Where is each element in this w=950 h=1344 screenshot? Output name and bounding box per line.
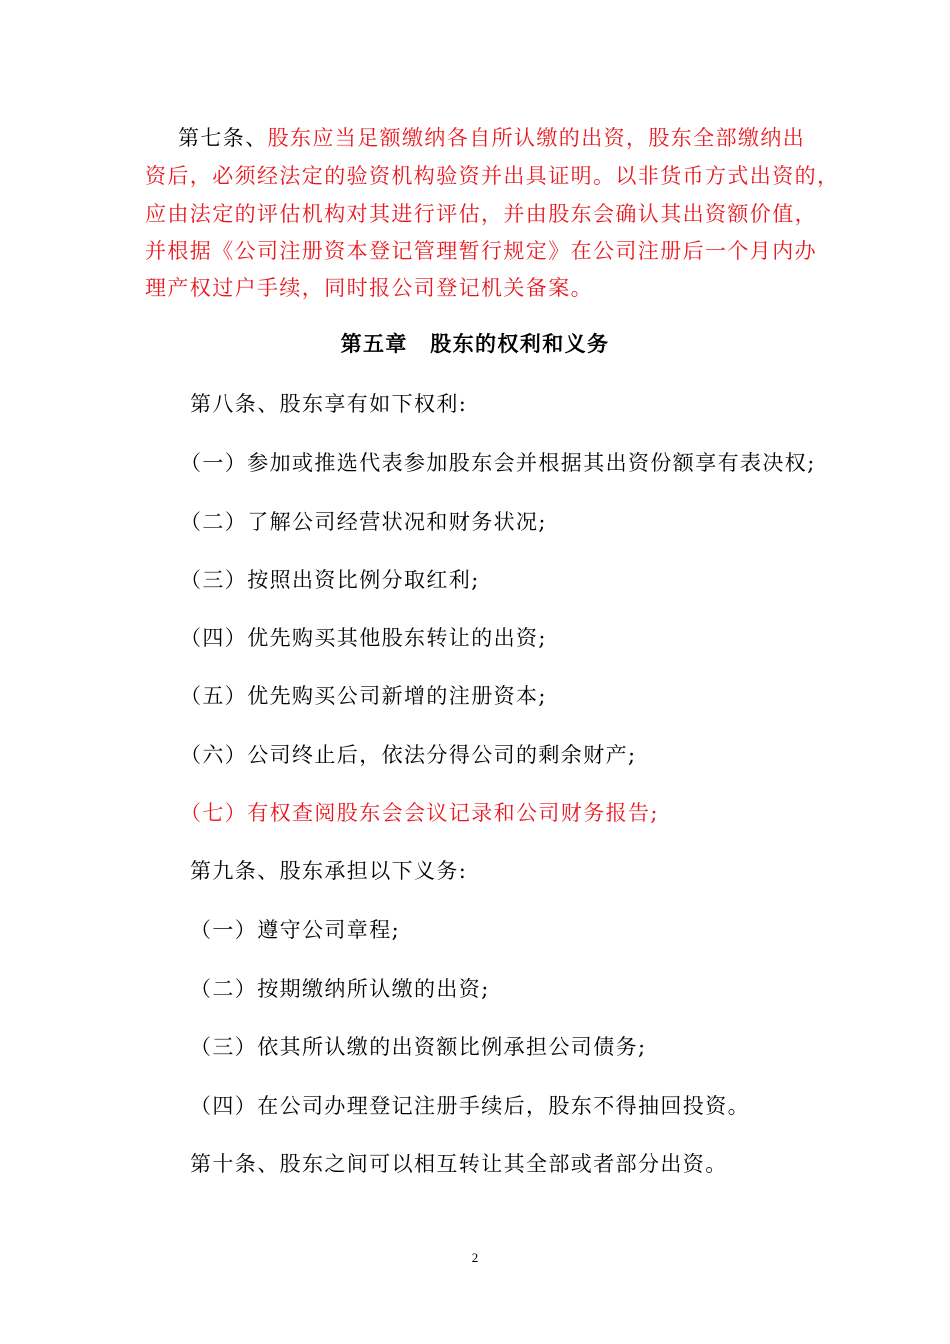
- article-8-item-4: （四）优先购买其他股东转让的出资;: [180, 626, 547, 650]
- article-8-item-2: （二）了解公司经营状况和财务状况;: [180, 510, 547, 534]
- article-9-item-2: （二）按期缴纳所认缴的出资;: [190, 977, 490, 1001]
- article-8-item-1: （一）参加或推选代表参加股东会并根据其出资份额享有表决权;: [180, 451, 816, 475]
- article-8-item-6: （六）公司终止后，依法分得公司的剩余财产;: [180, 743, 637, 767]
- article-8-intro: 第八条、股东享有如下权利:: [190, 392, 468, 416]
- article-9-item-1: （一）遵守公司章程;: [190, 918, 401, 942]
- article-8-item-5: （五）优先购买公司新增的注册资本;: [180, 684, 547, 708]
- article-8-item-3: （三）按照出资比例分取红利;: [180, 568, 480, 592]
- article-7-line-4: 并根据《公司注册资本登记管理暂行规定》在公司注册后一个月内办: [145, 239, 817, 263]
- article-7-line-1: [178, 124, 805, 152]
- article-7-prefix: 第七条、: [178, 126, 268, 150]
- chapter-heading: 第五章 股东的权利和义务: [340, 331, 610, 356]
- article-9-intro: 第九条、股东承担以下义务:: [190, 859, 468, 883]
- article-10: 第十条、股东之间可以相互转让其全部或者部分出资。: [190, 1152, 728, 1176]
- article-8-item-7: （七）有权查阅股东会会议记录和公司财务报告;: [180, 801, 659, 825]
- article-7-text-1: 股东应当足额缴纳各自所认缴的出资，股东全部缴纳出: [267, 126, 806, 150]
- article-9-item-3: （三）依其所认缴的出资额比例承担公司债务;: [190, 1035, 647, 1059]
- article-9-item-4: （四）在公司办理登记注册手续后，股东不得抽回投资。: [190, 1094, 750, 1118]
- article-7-line-3: 应由法定的评估机构对其进行评估，并由股东会确认其出资额价值，: [145, 202, 817, 226]
- article-7-line-2: 资后，必须经法定的验资机构验资并出具证明。以非货币方式出资的，: [145, 164, 840, 188]
- page-number: 2: [471, 1250, 479, 1265]
- article-7-line-5: 理产权过户手续，同时报公司登记机关备案。: [145, 276, 593, 300]
